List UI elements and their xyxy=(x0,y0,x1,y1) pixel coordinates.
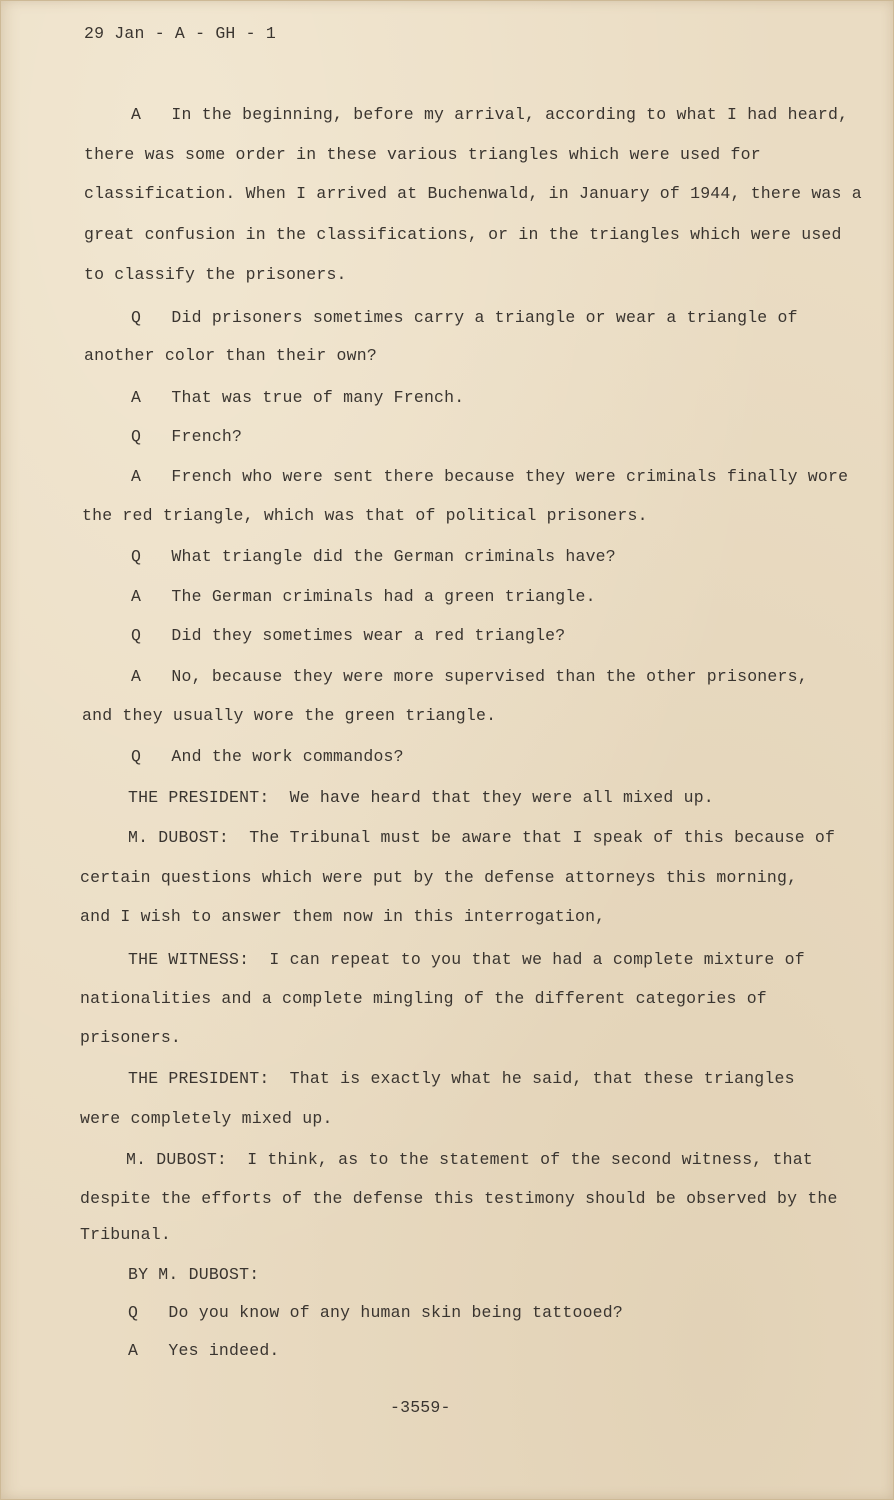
transcript-line: Q Did they sometimes wear a red triangle? xyxy=(131,626,566,645)
transcript-line: another color than their own? xyxy=(84,346,377,365)
transcript-line: Q Do you know of any human skin being tattooed? xyxy=(128,1303,623,1322)
transcript-line: THE WITNESS: I can repeat to you that we had a complete mixture of xyxy=(128,950,805,969)
transcript-line: to classify the prisoners. xyxy=(84,265,347,284)
transcript-line: M. DUBOST: The Tribunal must be aware that I speak of this because of xyxy=(128,828,836,847)
transcript-line: A No, because they were more supervised than the other prisoners, xyxy=(131,667,808,686)
transcript-line: THE PRESIDENT: We have heard that they were all mixed up. xyxy=(128,788,714,807)
transcript-line: Q What triangle did the German criminals have? xyxy=(131,547,616,566)
transcript-line: Q Did prisoners sometimes carry a triangle or wear a triangle of xyxy=(131,308,798,327)
transcript-line: A The German criminals had a green triangle. xyxy=(131,587,596,606)
transcript-line: nationalities and a complete mingling of the different categories of xyxy=(80,989,767,1008)
transcript-line: A In the beginning, before my arrival, according to what I had heard, xyxy=(131,105,849,124)
transcript-line: and I wish to answer them now in this interrogation, xyxy=(80,907,606,926)
transcript-line: there was some order in these various triangles which were used for xyxy=(84,145,761,164)
transcript-line: A That was true of many French. xyxy=(131,388,465,407)
transcript-line: M. DUBOST: I think, as to the statement of the second witness, that xyxy=(126,1150,813,1169)
transcript-line: A French who were sent there because they were criminals finally wore xyxy=(131,467,849,486)
transcript-line: prisoners. xyxy=(80,1028,182,1047)
transcript-line: Q And the work commandos? xyxy=(131,747,404,766)
transcript-line: Q French? xyxy=(131,427,243,446)
transcript-line: classification. When I arrived at Buchenwald, in January of 1944, there was a xyxy=(84,184,862,203)
transcript-line: were completely mixed up. xyxy=(80,1109,333,1128)
transcript-line: despite the efforts of the defense this testimony should be observed by the xyxy=(80,1189,838,1208)
transcript-line: BY M. DUBOST: xyxy=(128,1265,260,1284)
transcript-line: THE PRESIDENT: That is exactly what he said, that these triangles xyxy=(128,1069,795,1088)
transcript-line: certain questions which were put by the defense attorneys this morning, xyxy=(80,868,798,887)
page-number: -3559- xyxy=(390,1398,451,1417)
transcript-line: Tribunal. xyxy=(80,1225,171,1244)
transcript-line: and they usually wore the green triangle. xyxy=(82,706,497,725)
page-header: 29 Jan - A - GH - 1 xyxy=(84,24,276,43)
transcript-line: great confusion in the classifications, or in the triangles which were used xyxy=(84,225,842,244)
transcript-line: the red triangle, which was that of political prisoners. xyxy=(82,506,648,525)
transcript-line: A Yes indeed. xyxy=(128,1341,280,1360)
